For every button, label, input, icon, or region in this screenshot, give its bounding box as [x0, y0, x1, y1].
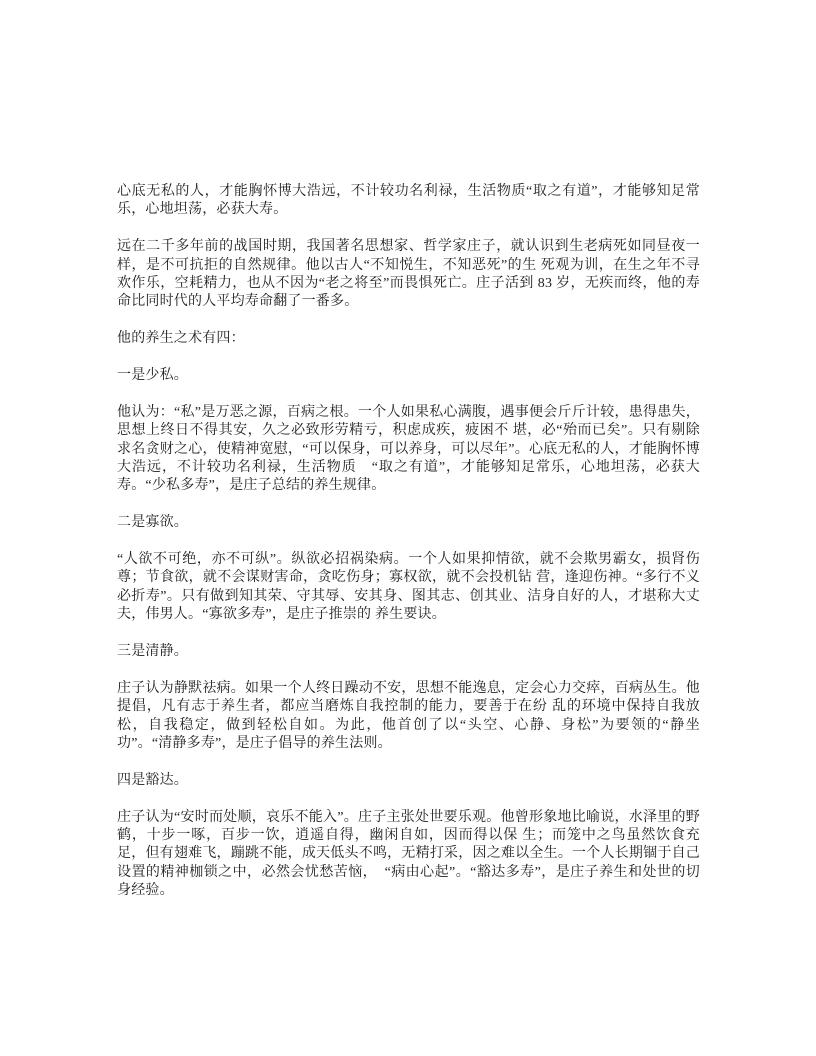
heading-method-1-shaosi: 一是少私。: [117, 368, 188, 384]
paragraph-method-1-body: 他认为：“私”是万恶之源，百病之根。一个人如果私心满腹，遇事便会斤斤计较，患得患失，思想上终日不得其安，久之必致形劳精亏，积虑成疾，疲困不 堪，必“殆而已矣”。只有剔除求名贪财之心，使精神宽慰，“可以保身，可以养身，可以尽年”。心底无私的人，才能胸怀博大浩远，不计较功名利禄，生活物质 “取之有道”，才能够知足常乐，心地坦荡，必获大寿。“少私多寿”，是庄子总结的养生规律。: [117, 404, 700, 494]
heading-method-3-qingjing: 三是清静。: [117, 644, 188, 660]
paragraph-four-methods-lead: 他的养生之术有四：: [117, 331, 245, 347]
heading-method-4-huoda: 四是豁达。: [117, 772, 188, 788]
paragraph-method-2-body: “人欲不可绝，亦不可纵”。纵欲必招祸染病。一个人如果抑情欲，就不会欺男霸女，损肾伤尊；节食欲，就不会谋财害命，贪吃伤身；寡权欲，就不会投机钻 营，逢迎伤神。“多行不义必折寿”。只有做到知其荣、守其辱、安其身、图其志、创其业、洁身自好的人，才堪称大丈夫，伟男人。“寡欲多寿”，是庄子推崇的 养生要诀。: [117, 552, 700, 623]
paragraph-zhuangzi-background: 远在二千多年前的战国时期，我国著名思想家、哲学家庄子，就认识到生老病死如同昼夜一样，是不可抗拒的自然规律。他以古人“不知悦生，不知恶死”的生 死观为训，在生之年不寻欢作乐，空耗精力，也从不因为“老之将至”而畏惧死亡。庄子活到 83 岁，无疾而终，他的寿命比同时代的人平均寿命翻了一番多。: [117, 239, 700, 310]
paragraph-method-4-body: 庄子认为“安时而处顺，哀乐不能入”。庄子主张处世要乐观。他曾形象地比喻说，水泽里的野鹤，十步一啄，百步一饮，逍遥自得，幽闲自如，因而得以保 生；而笼中之鸟虽然饮食充足，但有翅难飞，蹦跳不能，成天低头不鸣，无精打采，因之难以全生。一个人长期锢于自己设置的精神枷锁之中，必然会忧愁苦恼， “病由心起”。“豁达多寿”，是庄子养生和处世的切身经验。: [117, 809, 700, 899]
paragraph-intro: 心底无私的人，才能胸怀博大浩远，不计较功名利禄，生活物质“取之有道”，才能够知足常乐，心地坦荡，必获大寿。: [117, 184, 700, 218]
paragraph-method-3-body: 庄子认为静默祛病。如果一个人终日躁动不安，思想不能逸息，定会心力交瘁，百病丛生。他提倡，凡有志于养生者，都应当磨炼自我控制的能力，要善于在纷 乱的环境中保持自我放松，自我稳定，做到轻松自如。为此，他首创了以“头空、心静、身松”为要领的“静坐功”。“清静多寿”，是庄子倡导的养生法则。: [117, 680, 700, 752]
heading-method-2-guayu: 二是寡欲。: [117, 515, 188, 531]
